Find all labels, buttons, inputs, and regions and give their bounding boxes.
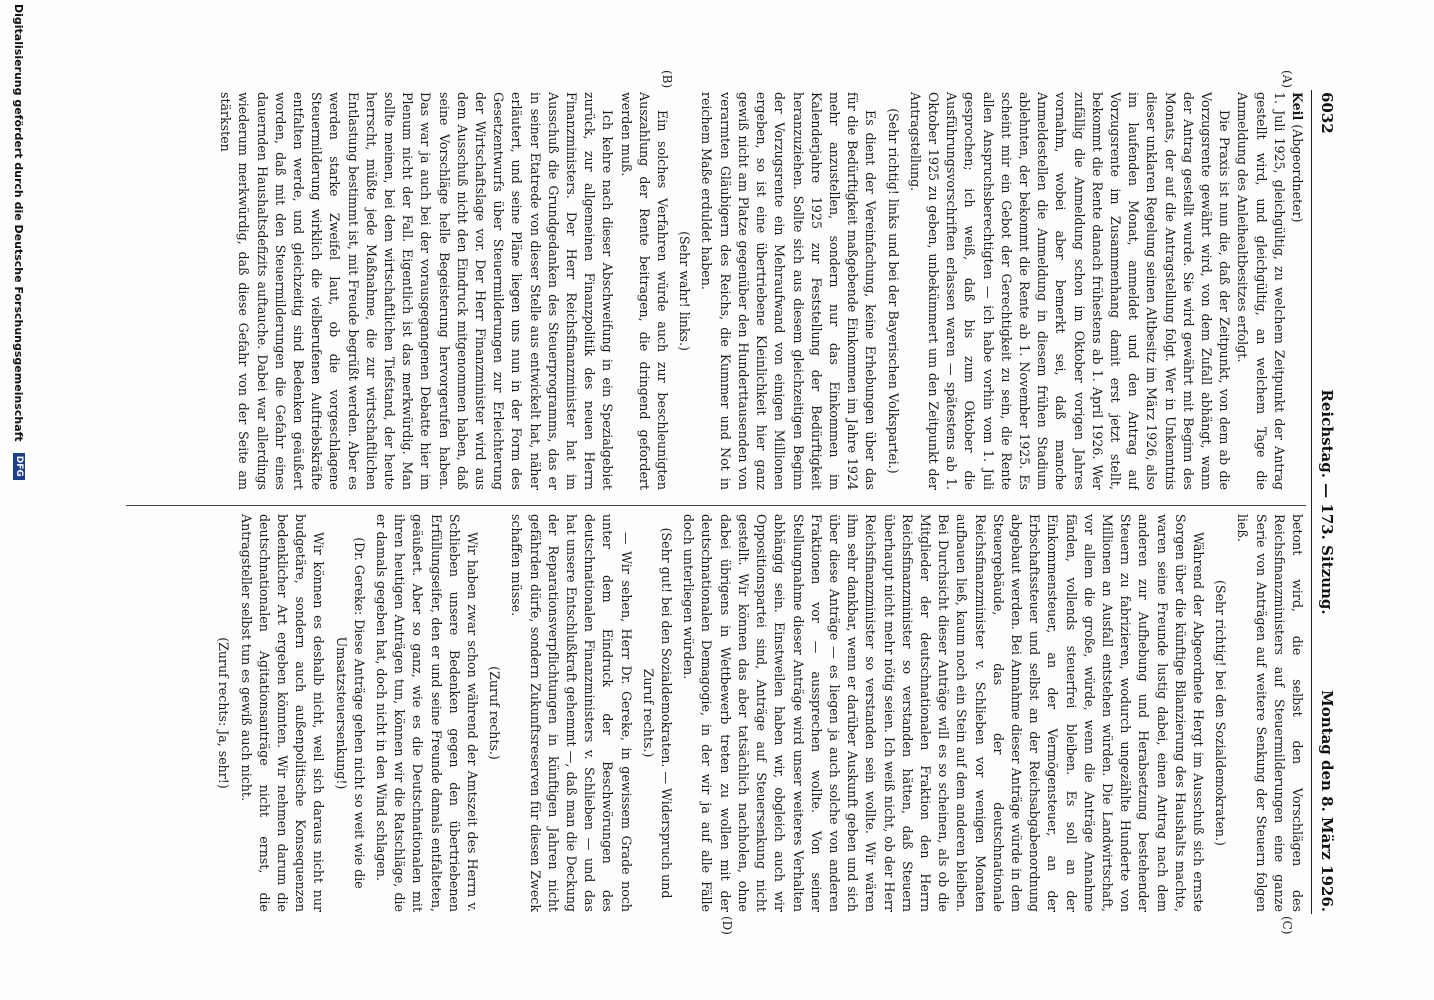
interjection: (Sehr richtig! bei den Sozialdemokraten.) xyxy=(1213,580,1229,846)
interjection: (Sehr gut! bei den Sozialdemokraten. — Widerspruch und Zuruf rechts.) xyxy=(640,527,675,899)
page-footer xyxy=(12,4,30,996)
session-date: Montag den 8. März 1926. xyxy=(1318,690,1336,912)
column-divider xyxy=(126,505,1306,506)
speaker-role: Abgeordneter xyxy=(1290,129,1305,218)
left-column xyxy=(116,92,1306,490)
paragraph: Wir haben zwar schon während der Amtszeit des Herrn v. Schlieben unsere Bedenken gegen den übertriebenen Erfüllungseifer, den er und seine Freunde damals entfalteten, geäußert. Aber so ganz, wie es die Deutschnationalen mit ihren heutigen Anträgen tun, können wir die Ratschläge, die er damals gegeben hat, doch nicht in den Wind schlagen. xyxy=(374,514,481,912)
speaker-name: Keil xyxy=(1290,92,1305,121)
page-number: 6032 xyxy=(1318,92,1336,134)
dfg-logo: DFG xyxy=(14,453,26,480)
paragraph: Es dient der Vereinfachung, keine Erhebungen über das für die Bedürftigkeit maßgebende Einkommen im Jahre 1924 mehr anzustellen, sondern nur das Einkommen im Kalenderjahre 1925 zur Feststellung der Bedürftigkeit heranzuziehen. Sollte sich aus diesem gleichzeitigen Beginn der Vorzugsrente ein Mehraufwand von einigen Millionen ergeben, so ist eine übertriebene Kleinlichkeit hier ganz gewiß nicht am Platze gegenüber den Hunderttausenden von verarmten Gläubigern des Reichs, die Kummer und Not in reichem Maße erduldet haben. xyxy=(699,92,879,490)
paragraph: Ich kehre nach dieser Abschweifung in ein Spezialgebiet zurück, zur allgemeinen Finanzpolitik des neuen Herrn Finanzministers. Der Herr Reichsfinanzminister hat im Ausschuß die Grundgedanken des Steuerprogramms, das er in seiner Etatrede von dieser Stelle aus entwickelt hat, näher erläutert, und seine Pläne liegen uns nun in der Form des Gesetzentwurfs über Steuermilderungen zur Erleichterung der Wirtschaftslage vor. Der Herr Finanzminister wird aus dem Ausschuß nicht den Eindruck mitgenommen haben, daß seine Vorschläge helle Begeisterung hervorgerufen haben. Das war ja auch bei der vorausgegangenen Debatte hier im Plenum nicht der Fall. Eigentlich ist das merkwürdig. Man sollte meinen, bei dem wirtschaftlichen Tiefstand, der heute herrscht, müßte jede Maßnahme, die zur wirtschaftlichen Entlastung bestimmt ist, mit Freude begrüßt werden. Aber es werden starke Zweifel laut, ob die vorgeschlagene Steuermilderung wirklich die vielberufenen Auftriebskräfte entfalten werde, und gleichzeitig sind Bedenken geäußert worden, daß mit den Steuermilderungen die Gefahr eines dauernden Haushaltsdefizits auftauche. Dabei war allerdings wiederum merkwürdig, daß diese Gefahr von der Seite am stärksten xyxy=(218,92,616,490)
margin-letter-a: (A) xyxy=(1280,70,1294,89)
paragraph: Während der Abgeordnete Hergt im Ausschuß sich ernste Sorgen über die künftige Bilanzierung des Haushalts machte, waren seine Freunde lustig dabei, einen Antrag nach dem anderen zur Aufhebung und Herabsetzung bestehender Steuern zu fabrizieren, wodurch ungezählte Hunderte von Millionen an Ausfall entstehen würden. Die Landwirtschaft, vor allem die große, würde, wenn die Anträge Annahme fänden, vollends steuerfrei bleiben. Es soll an der Einkommensteuer, an der Vermögensteuer, an der Erbschaftssteuer und selbst an der Reichsabgabenordnung abgebaut werden. Bei Annahme dieser Anträge würde in dem Steuergebäude, das der deutschnationale Reichsfinanzminister v. Schlieben vor wenigen Monaten aufbauen ließ, kaum noch ein Stein auf dem anderen bleiben. Bei Durchsicht dieser Anträge will es so scheinen, als ob die Mitglieder der deutschnationalen Fraktion den Herrn Reichsfinanzminister so verstanden hätten, daß Steuern überhaupt nicht mehr nötig seien. Ich weiß nicht, ob der Herr Reichsfinanzminister so verstanden sein wollte. Wir wären ihm sehr dankbar, wenn er darüber Auskunft geben und sich über diese Anträge — es liegen ja auch solche von anderen Fraktionen vor — aussprechen wollte. Von seiner Stellungnahme dieser Anträge wird unser weiteres Verhalten abhängig sein. Einstweilen haben wir, obgleich auch wir Oppositionspartei sind, Anträge auf Steuersenkung nicht gestellt. Wir können das aber tatsächlich nachholen, ohne dabei übrigens in Wettbewerb treten zu wollen mit der deutschnationalen Demagogie, in der wir ja auf alle Fälle doch unterliegen würden. xyxy=(681,514,1206,912)
margin-letter-c: (C) xyxy=(1280,916,1294,935)
margin-letter-b: (B) xyxy=(660,70,674,89)
interjection: (Sehr wahr! links.) xyxy=(677,231,693,351)
paragraph: Ein solches Verfahren würde auch zur beschleunigten Auszahlung der Rente beitragen, die dringend gefordert werden muß. xyxy=(618,92,671,490)
paragraph: 1. Juli 1925, gleichgültig, zu welchem Zeitpunkt der Antrag gestellt wird, und gleichgültig, an welchem Tage die Anmeldung des Anleihealtbesitzes erfolgt. xyxy=(1235,92,1287,490)
header-rule xyxy=(1311,90,1312,914)
paragraph: betont wird, die selbst den Vorschlägen des Reichsfinanzministers auf Steuermilderungen eine ganze Serie von Anträgen auf weitere Senkung der Steuern folgen ließ. xyxy=(1235,514,1305,912)
interjection: (Zuruf rechts.) xyxy=(487,666,503,760)
paragraph: Wir können es deshalb nicht, weil sich daraus nicht nur budgetäre, sondern auch außenpolitische Konsequenzen bedenklicher Art ergeben könnten. Wir nehmen darum die deutschnationalen Agitationsanträge nicht ernst, die Antragsteller selbst tun es gewiß auch nicht. xyxy=(238,514,327,912)
speaker-line: Keil (Abgeordneter) xyxy=(1290,92,1305,223)
digitization-credit: Digitalisierung gefördert durch die Deutsche Forschungsgemeinschaft xyxy=(12,4,25,442)
session-title: Reichstag. — 173. Sitzung. xyxy=(1318,389,1336,615)
right-column xyxy=(116,514,1306,912)
interjection: (Sehr richtig! links und bei der Bayerischen Volkspartei.) xyxy=(885,108,901,474)
paragraph: — Wir sehen, Herr Dr. Gereke, in gewissem Grade noch unter dem Eindruck der Beschwörungen des deutschnationalen Finanzministers v. Schlieben — und das hat unsere Entschlußkraft gehemmt —, daß man die Deckung der Reparationsverpflichtungen in künftigen Jahren nicht gefährden dürfe, sondern Zukunftsreserven für diesen Zweck schaffen müsse. xyxy=(509,514,634,912)
paragraph: Die Praxis ist nun die, daß der Zeitpunkt, von dem ab die Vorzugsrente gewährt wird, von dem Zufall abhängt, wann der Antrag gestellt wurde. Sie wird gewährt mit Beginn des Monats, der auf die Antragstellung folgt. Wer in Unkenntnis dieser unklaren Regelung seinen Altbesitz im März 1926, also im laufenden Monat, anmeldet und den Antrag auf Vorzugsrente im Zusammenhang damit erst jetzt stellt, bekommt die Rente danach frühestens ab 1. April 1926. Wer zufällig die Anmeldung schon im Oktober vorigen Jahres vornahm, wobei aber bemerkt sei, daß manche Anmeldestellen die Anmeldung in diesem frühen Stadium ablehnten, der bekommt die Rente ab 1. November 1925. Es scheint mir ein Gebot der Gerechtigkeit zu sein, die Rente allen Anspruchsberechtigten — ich habe vorhin vom 1. Juli gesprochen; ich weiß, daß bis zum Oktober die Ausführungsvorschriften erlassen waren — spätestens ab 1. Oktober 1925 zu geben, unbekümmert um den Zeitpunkt der Antragstellung. xyxy=(907,92,1233,490)
interjection: (Dr. Gereke: Diese Anträge gehen nicht so weit wie die Umsatzsteuersenkung!) xyxy=(333,537,367,889)
page-header xyxy=(1314,92,1336,912)
margin-letter-d: (D) xyxy=(720,916,734,935)
interjection: (Zuruf rechts: Ja, sehr!) xyxy=(216,637,232,789)
